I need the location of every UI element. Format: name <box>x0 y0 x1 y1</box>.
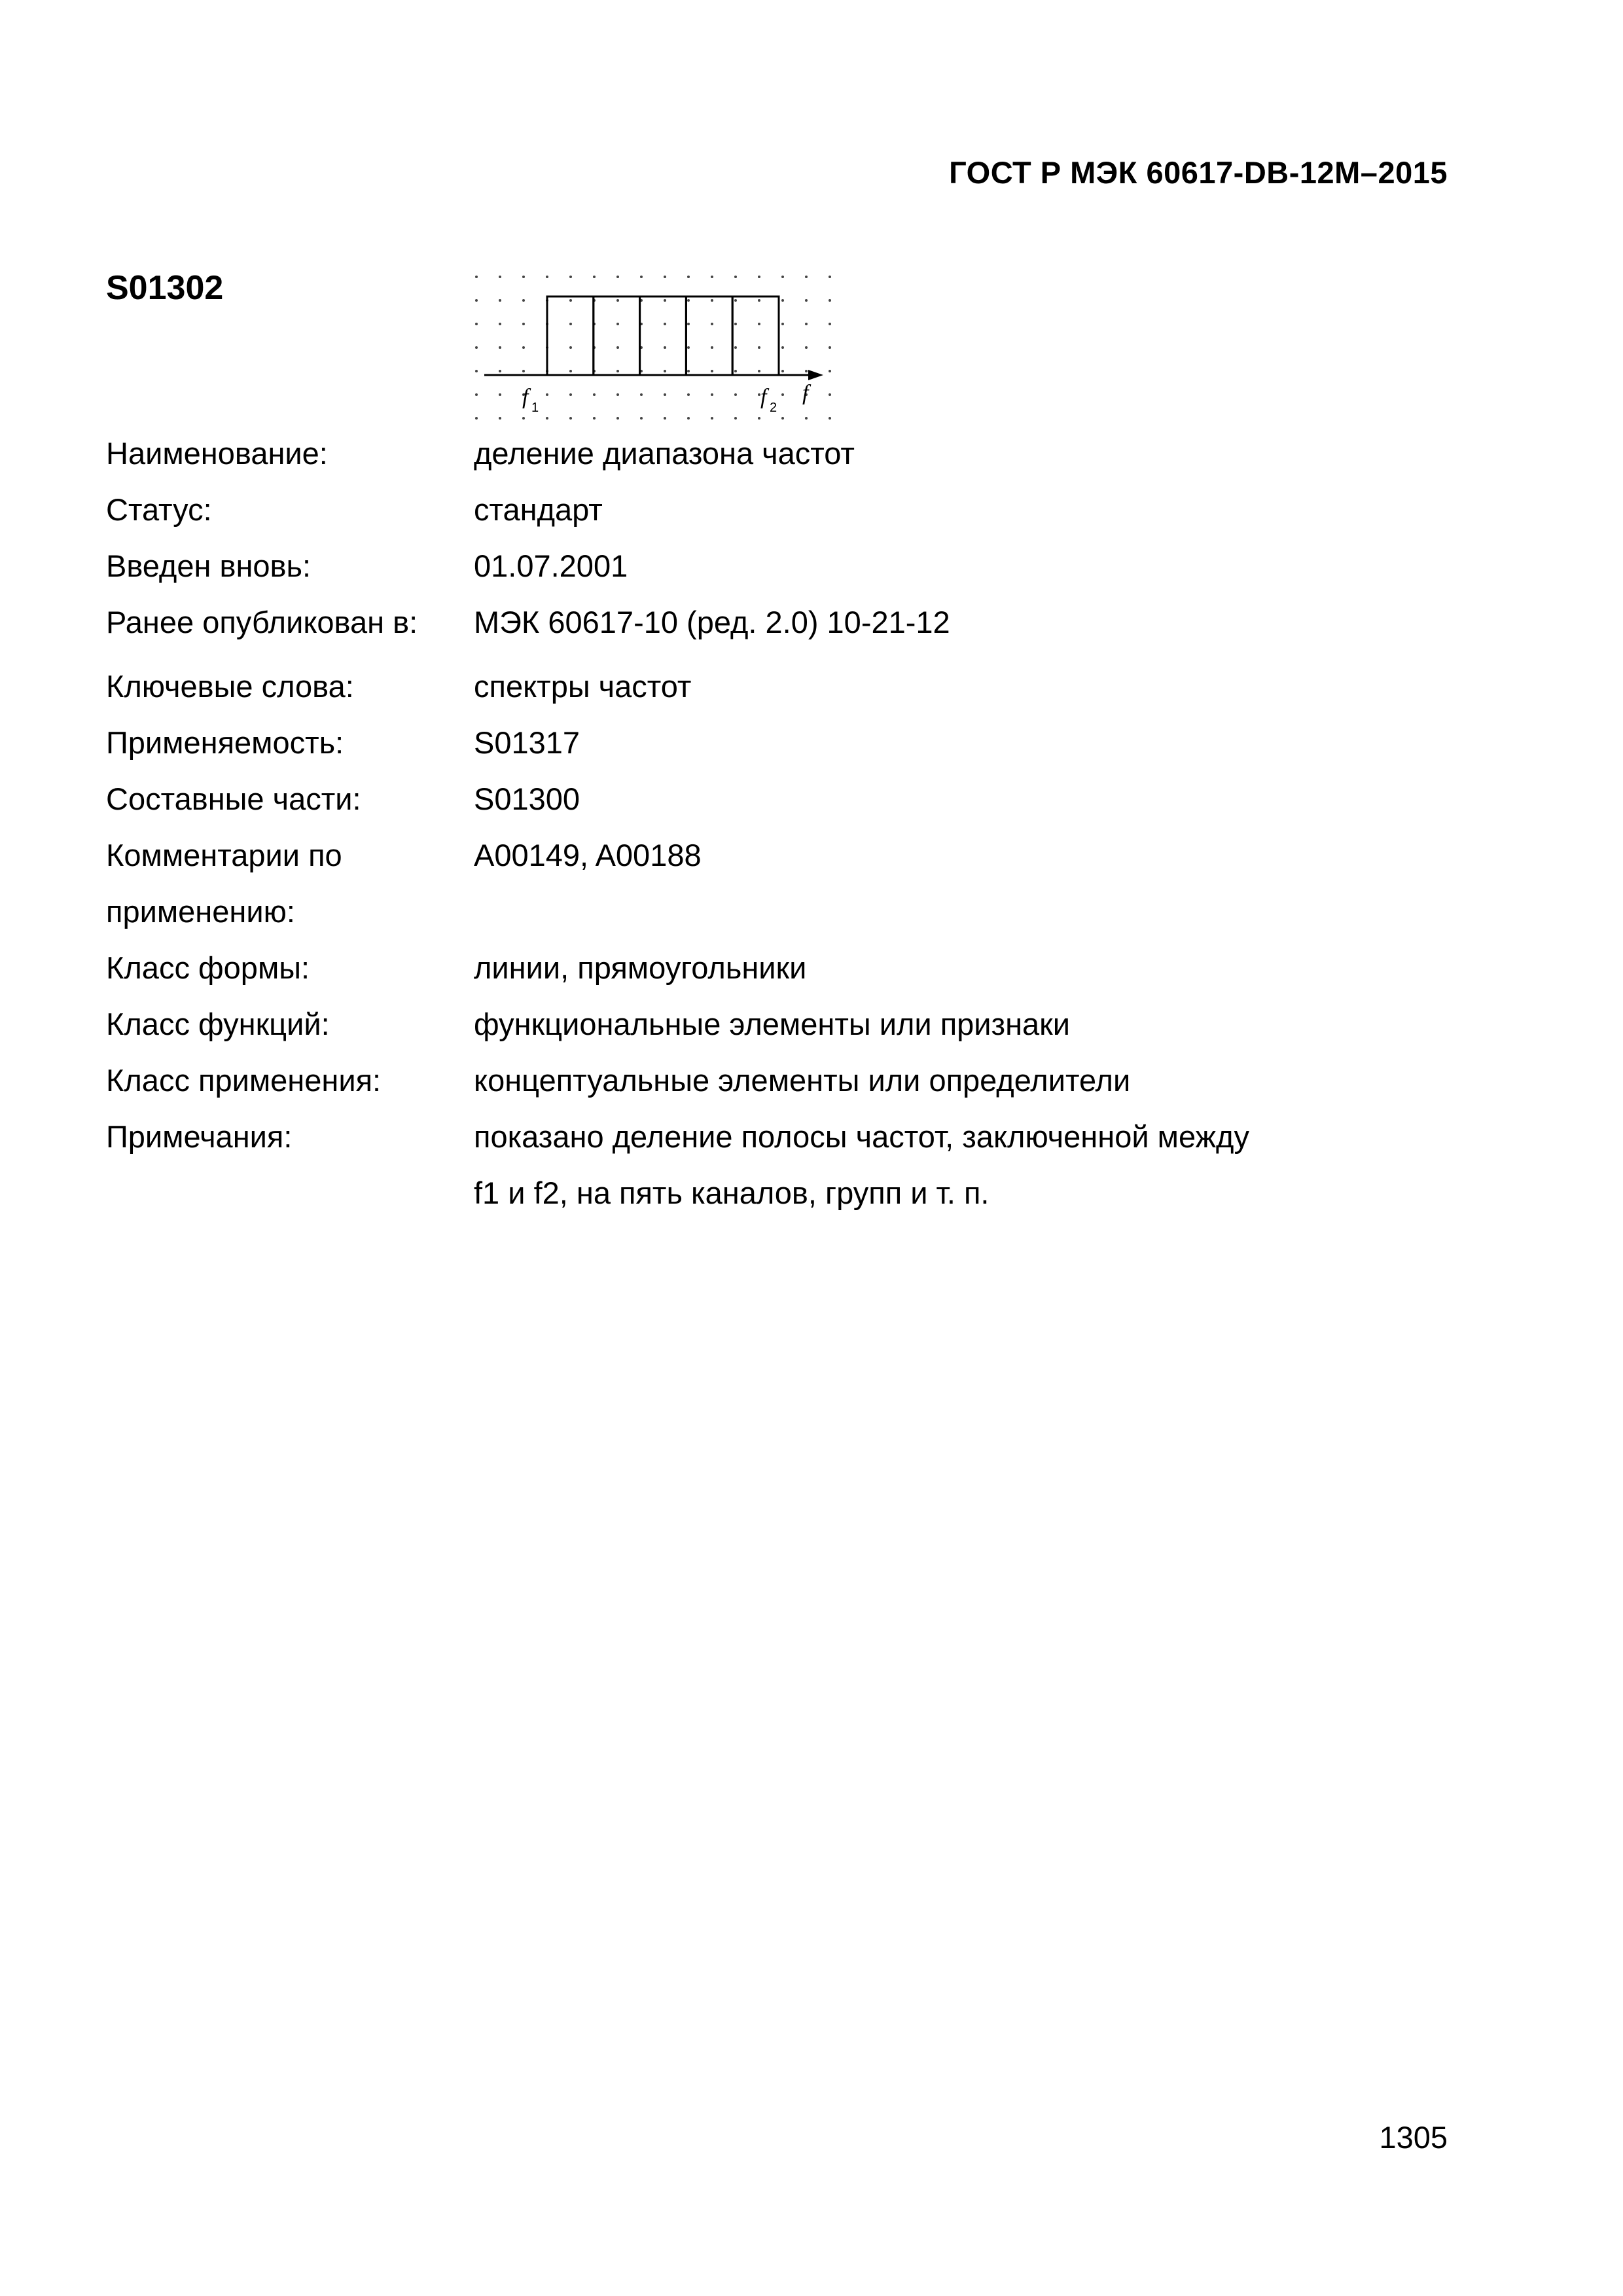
attribute-label: Класс применения: <box>106 1063 382 1098</box>
frequency-band-division-symbol <box>465 265 838 422</box>
grid-dot <box>781 299 784 302</box>
grid-dot <box>829 323 831 325</box>
grid-dot <box>569 417 572 420</box>
attribute-label: Класс формы: <box>106 950 310 985</box>
attribute-label: Введен вновь: <box>106 548 312 583</box>
grid-dot <box>664 370 666 372</box>
attribute-row <box>106 996 1480 1052</box>
frequency-axis-arrowhead <box>808 370 823 380</box>
grid-dot <box>734 417 737 420</box>
grid-dot <box>711 346 713 349</box>
label-f1: f <box>522 385 529 409</box>
grid-dot <box>758 370 760 372</box>
grid-dot <box>593 393 596 396</box>
grid-dot <box>805 276 808 278</box>
grid-dot <box>734 346 737 349</box>
grid-dot <box>640 417 643 420</box>
grid-dot <box>640 276 643 278</box>
attribute-label: Статус: <box>106 492 212 527</box>
channel-box <box>686 296 732 375</box>
attribute-value: спектры частот <box>474 669 692 704</box>
grid-dot <box>711 299 713 302</box>
grid-dot <box>781 417 784 420</box>
grid-dot <box>758 299 760 302</box>
grid-dot <box>499 370 501 372</box>
grid-dot <box>569 393 572 396</box>
label-f1-subscript: 1 <box>531 401 539 415</box>
grid-dot <box>522 370 525 372</box>
channel-box <box>732 296 779 375</box>
grid-dot <box>616 346 619 349</box>
grid-dot <box>734 370 737 372</box>
grid-dot <box>499 323 501 325</box>
grid-dot <box>475 393 478 396</box>
attribute-label: Ранее опубликован в: <box>106 605 418 639</box>
grid-dot <box>499 417 501 420</box>
grid-dot <box>687 299 690 302</box>
page-number: 1305 <box>1379 2120 1448 2155</box>
attribute-label: Составные части: <box>106 781 361 816</box>
grid-dot <box>687 370 690 372</box>
grid-dot <box>805 417 808 420</box>
grid-dot <box>687 417 690 420</box>
grid-dot <box>475 276 478 278</box>
grid-dot <box>687 323 690 325</box>
grid-dot <box>616 323 619 325</box>
grid-dot <box>569 323 572 325</box>
grid-dot <box>664 346 666 349</box>
grid-dot <box>616 299 619 302</box>
grid-dot <box>829 299 831 302</box>
grid-dot <box>711 393 713 396</box>
attribute-label: применению: <box>106 894 295 929</box>
channel-boxes <box>547 296 779 375</box>
attribute-value: линии, прямоугольники <box>474 950 807 985</box>
grid-dot <box>734 323 737 325</box>
grid-dot <box>522 276 525 278</box>
attribute-row <box>106 594 1480 651</box>
attribute-value: концептуальные элементы или определители <box>474 1063 1131 1098</box>
grid-dot <box>829 370 831 372</box>
grid-dot <box>664 417 666 420</box>
grid-dot <box>499 393 501 396</box>
attribute-value: S01300 <box>474 781 580 816</box>
grid-dot <box>781 370 784 372</box>
grid-dot <box>522 299 525 302</box>
grid-dot <box>781 346 784 349</box>
attribute-value: функциональные элементы или признаки <box>474 1007 1070 1041</box>
grid-dot <box>499 276 501 278</box>
grid-dot <box>687 346 690 349</box>
grid-dot <box>734 299 737 302</box>
grid-dot <box>522 346 525 349</box>
attribute-label: Комментарии по <box>106 838 342 872</box>
grid-dot <box>593 417 596 420</box>
attribute-label: Ключевые слова: <box>106 669 354 704</box>
attribute-label: Класс функций: <box>106 1007 330 1041</box>
grid-dot <box>664 299 666 302</box>
grid-dot <box>781 276 784 278</box>
grid-dot <box>829 346 831 349</box>
attribute-value: f1 и f2, на пять каналов, групп и т. п. <box>474 1175 990 1210</box>
grid-dot <box>805 346 808 349</box>
grid-dot <box>758 276 760 278</box>
grid-dot <box>522 417 525 420</box>
grid-dot <box>616 370 619 372</box>
attribute-row <box>106 658 1480 715</box>
grid-dot <box>569 299 572 302</box>
grid-dot <box>758 417 760 420</box>
grid-dot <box>711 323 713 325</box>
grid-dot <box>664 276 666 278</box>
grid-dot <box>616 417 619 420</box>
grid-dot <box>569 276 572 278</box>
grid-dot <box>805 370 808 372</box>
grid-dot <box>475 370 478 372</box>
grid-dot <box>758 323 760 325</box>
attribute-row <box>106 1052 1480 1109</box>
grid-dot <box>546 417 548 420</box>
grid-dot <box>758 346 760 349</box>
grid-dot <box>616 393 619 396</box>
grid-dot <box>593 276 596 278</box>
attribute-value: деление диапазона частот <box>474 436 855 471</box>
grid-dot <box>475 346 478 349</box>
attribute-label: Применяемость: <box>106 725 344 760</box>
grid-dot <box>546 393 548 396</box>
grid-dot <box>687 276 690 278</box>
symbol-attributes <box>106 425 1480 1221</box>
label-f2: f <box>760 385 767 409</box>
label-f2-subscript: 2 <box>770 401 777 415</box>
grid-dot <box>522 323 525 325</box>
grid-dot <box>499 346 501 349</box>
grid-dot <box>640 393 643 396</box>
attribute-row <box>106 827 1480 884</box>
grid-dot <box>687 393 690 396</box>
attribute-row <box>106 425 1480 482</box>
attribute-row <box>106 1165 1480 1221</box>
grid-dot <box>616 276 619 278</box>
grid-dot <box>805 323 808 325</box>
grid-dot <box>711 276 713 278</box>
channel-box <box>594 296 640 375</box>
grid-dot <box>829 276 831 278</box>
grid-dot <box>664 323 666 325</box>
attribute-label: Примечания: <box>106 1119 293 1154</box>
grid-dot <box>499 299 501 302</box>
attribute-value: 01.07.2001 <box>474 548 628 583</box>
attribute-row <box>106 538 1480 594</box>
grid-dot <box>664 393 666 396</box>
attribute-row <box>106 771 1480 827</box>
grid-dot <box>569 346 572 349</box>
grid-dot <box>546 276 548 278</box>
attribute-value: A00149, A00188 <box>474 838 702 872</box>
grid-dot <box>781 323 784 325</box>
attribute-row <box>106 940 1480 996</box>
attribute-row <box>106 482 1480 538</box>
attribute-value: S01317 <box>474 725 580 760</box>
grid-dot <box>781 393 784 396</box>
grid-dot <box>829 417 831 420</box>
symbol-id: S01302 <box>106 269 224 307</box>
standard-designation: ГОСТ Р МЭК 60617-DB-12M–2015 <box>949 155 1448 190</box>
attribute-row <box>106 715 1480 771</box>
grid-dot <box>475 299 478 302</box>
grid-dot <box>569 370 572 372</box>
grid-dot <box>734 276 737 278</box>
channel-box <box>640 296 687 375</box>
grid-dot <box>475 417 478 420</box>
grid-dot <box>711 370 713 372</box>
channel-box <box>547 296 594 375</box>
attribute-row <box>106 884 1480 940</box>
attribute-value: МЭК 60617-10 (ред. 2.0) 10-21-12 <box>474 605 950 639</box>
grid-dot <box>475 323 478 325</box>
attribute-row <box>106 1109 1480 1165</box>
attribute-value: стандарт <box>474 492 603 527</box>
grid-dot <box>829 393 831 396</box>
label-axis-f: f <box>802 381 809 405</box>
attribute-label: Наименование: <box>106 436 328 471</box>
grid-dot <box>711 417 713 420</box>
grid-dot <box>734 393 737 396</box>
attribute-value: показано деление полосы частот, заключенной между <box>474 1119 1249 1154</box>
grid-dot <box>805 299 808 302</box>
